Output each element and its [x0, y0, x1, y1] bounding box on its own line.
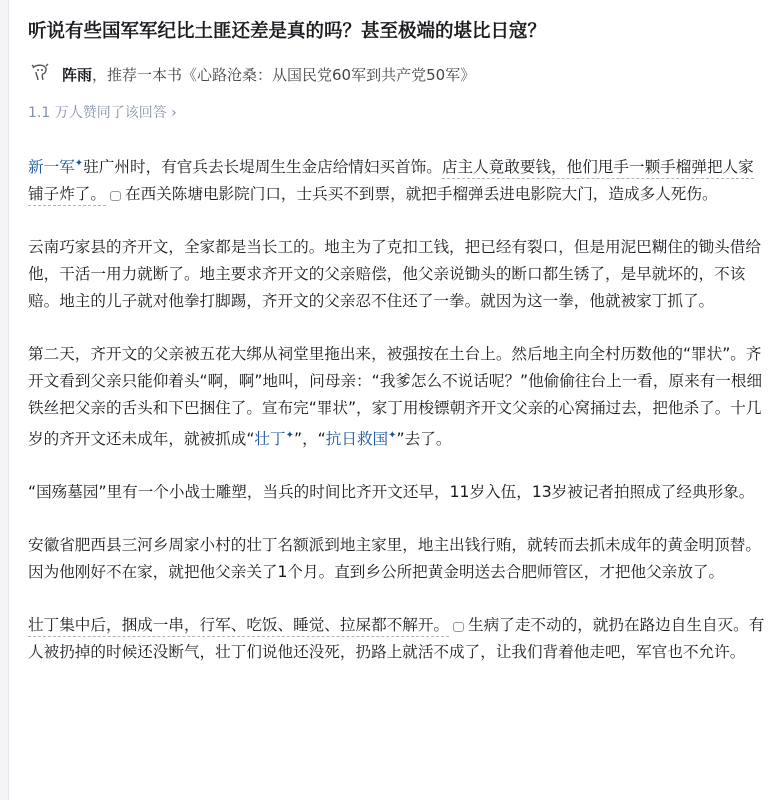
- wiki-link[interactable]: 新一军: [28, 158, 75, 177]
- sparkle-icon: ✦: [285, 430, 294, 442]
- wiki-link[interactable]: 壮丁: [254, 430, 286, 449]
- author-bio: ，推荐一本书《心路沧桑：从国民党60军到共产党50军》: [92, 65, 476, 84]
- highlighted-segment[interactable]: 店主人竟敢要钱，他们甩手一颗手榴弹把人家铺子炸了。: [28, 158, 754, 206]
- text: 在西关陈塘电影院门口，士兵买不到票，就把手榴弹丢进电影院大门，造成多人死伤。: [124, 185, 718, 204]
- highlighted-segment[interactable]: 壮丁集中后，捆成一串，行军、吃饭、睡觉、拉屎都不解开。: [28, 616, 449, 637]
- author-info: [28, 60, 475, 88]
- paragraph: “国殇墓园”里有一个小战士雕塑，当兵的时间比齐开文还早，11岁入伍，13岁被记者拍照成了经典形象。: [28, 483, 755, 502]
- text: ”，“: [294, 430, 326, 449]
- paragraph: [28, 150, 768, 208]
- sparkle-icon: ✦: [74, 158, 84, 169]
- text: ”去了。: [396, 430, 452, 449]
- paragraph: 云南巧家县的齐开文，全家都是当长工的。地主为了克扣工钱，把已经有裂口，但是用泥巴糊住的锄头借给他，干活一用力就断了。地主要求齐开文的父亲赔偿，他父亲说锄头的断口都生锈了，是早就坏的，不该赔。地主的儿子就对他拳打脚踢，齐开文的父亲忍不住还了一拳。就因为这一拳，他就被家丁抓了。: [28, 238, 761, 311]
- answer-content: [28, 150, 768, 692]
- doodle-avatar-icon[interactable]: [28, 62, 52, 86]
- comment-icon[interactable]: [110, 191, 121, 201]
- text: 生病了走不动的，就扔在路边自生自灭。有人被扔掉的时候还没断气，壮丁们说他还没死，扔路上就活不成了，让我们背着他走吧，军官也不允许。: [28, 616, 765, 662]
- paragraph: [28, 612, 768, 666]
- text: 驻广州时，有官兵去长堤周生生金店给情妇买首饰。: [83, 158, 442, 177]
- comment-icon[interactable]: [453, 622, 464, 632]
- left-border: [0, 0, 9, 800]
- vote-count-link[interactable]: 1.1 万人赞同了该回答 ›: [28, 105, 177, 121]
- question-title[interactable]: 听说有些国军军纪比土匪还差是真的吗？甚至极端的堪比日寇？: [28, 21, 547, 42]
- text: 第二天，齐开文的父亲被五花大绑从祠堂里拖出来，被强按在土台上。然后地主向全村历数他的“罪状”。齐开文看到父亲只能仰着头“啊，啊”地叫，问母亲：“我爹怎么不说话呢？”他偷偷往台上一看，原来有一根细铁丝把父亲的舌头和下巴捆住了。宣布完“罪状”，家丁用梭镖朝齐开文父亲的心窝捅过去，把他杀了。十几岁的齐开文还未成年，就被抓成“: [28, 345, 763, 449]
- paragraph: [28, 341, 768, 453]
- paragraph: 安徽省肥西县三河乡周家小村的壮丁名额派到地主家里，地主出钱行贿，就转而去抓未成年的黄金明顶替。因为他刚好不在家，就把他父亲关了1个月。直到乡公所把黄金明送去合肥师管区，才把他父亲放了。: [28, 536, 761, 582]
- wiki-link[interactable]: 抗日救国: [325, 430, 389, 449]
- sparkle-icon: ✦: [388, 430, 397, 442]
- author-name[interactable]: 阵雨: [62, 65, 93, 84]
